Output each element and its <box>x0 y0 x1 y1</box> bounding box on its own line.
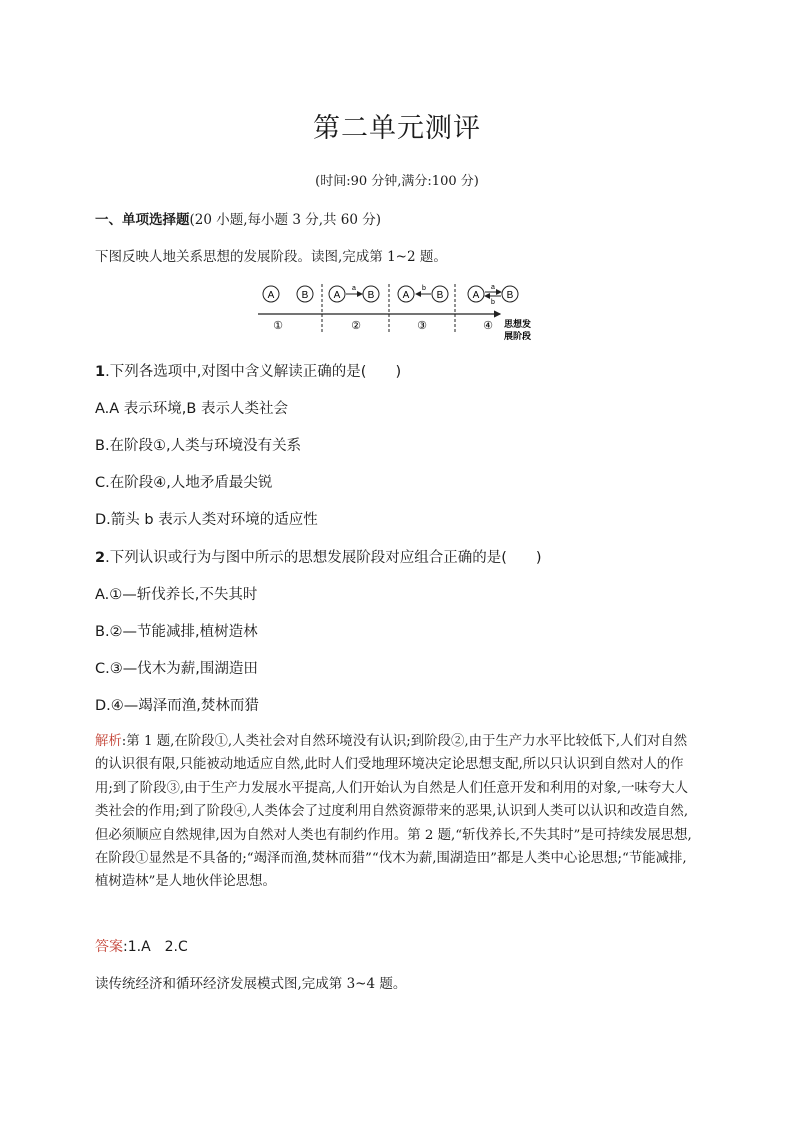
stage-label: ④ <box>483 319 493 332</box>
question-stem: .下列认识或行为与图中所示的思想发展阶段对应组合正确的是( ) <box>105 550 542 566</box>
node-b-label: B <box>436 290 444 301</box>
human-land-diagram <box>256 282 542 344</box>
option-1a: A.A 表示环境,B 表示人类社会 <box>95 401 288 417</box>
option-1d: D.箭头 b 表示人类对环境的适应性 <box>95 512 318 528</box>
section-heading <box>95 208 381 228</box>
option-1b: B.在阶段①,人类与环境没有关系 <box>95 438 302 454</box>
question-intro-next: 读传统经济和循环经济发展模式图,完成第 3~4 题。 <box>95 976 407 992</box>
arrow-b-label: b <box>422 285 426 292</box>
node-a-label: A <box>402 290 410 301</box>
option-1c: C.在阶段④,人地矛盾最尖锐 <box>95 475 273 491</box>
question-number: 2 <box>95 550 106 566</box>
answer-block <box>95 936 188 956</box>
answer-label: 答案 <box>95 939 123 955</box>
analysis-block <box>95 730 699 894</box>
axis-label: 思想发 <box>504 320 532 330</box>
stage-label: ③ <box>417 319 427 332</box>
question-stem: .下列各选项中,对图中含义解读正确的是( ) <box>105 364 402 380</box>
option-2b: B.②—节能减排,植树造林 <box>95 624 258 640</box>
arrow-a-label: a <box>352 285 356 292</box>
node-b-label: B <box>367 290 375 301</box>
node-a-label: A <box>267 290 275 301</box>
question-number: 1 <box>95 364 106 380</box>
arrow-a-label: a <box>491 284 495 291</box>
stage-label: ① <box>273 319 283 332</box>
exam-meta: (时间:90 分钟,满分:100 分) <box>315 174 479 189</box>
arrow-b-label: b <box>491 299 495 306</box>
question-2 <box>95 546 542 567</box>
analysis-label: 解析 <box>95 734 122 749</box>
analysis-text: :第 1 题,在阶段①,人类社会对自然环境没有认识;到阶段②,由于生产力水平比较低下,人们对自然的认识很有限,只能被动地适应自然,此时人们受地理环境决定论思想支配,所以只认识到自然对人的作用;到了阶段③,由于生产力发展水平提高,人们开始认为自然是人们任意开发和利用的对象,一味夸大人类社会的作用;到了阶段④,人类体会了过度利用自然资源带来的恶果,认识到人类可以认识和改造自然,但必须顺应自然规律,因为自然对人类也有制约作用。第 2 题,“斩伐养长,不失其时”是可持续发展思想,在阶段①显然是不具备的;“竭泽而渔,焚林而猎”“伐木为薪,围湖造田”都是人类中心论思想;“节能减排,植树造林”是人地伙伴论思想。 <box>95 734 692 890</box>
question-intro: 下图反映人地关系思想的发展阶段。读图,完成第 1~2 题。 <box>95 249 447 265</box>
node-b-label: B <box>301 290 309 301</box>
answer-text: :1.A 2.C <box>123 939 188 955</box>
stage-label: ② <box>351 319 361 332</box>
option-2d: D.④—竭泽而渔,焚林而猎 <box>95 698 259 714</box>
option-2c: C.③—伐木为薪,围湖造田 <box>95 661 258 677</box>
node-a-label: A <box>333 290 341 301</box>
page-title: 第二单元测评 <box>313 113 481 144</box>
axis-label: 展阶段 <box>504 332 532 342</box>
option-2a: A.①—斩伐养长,不失其时 <box>95 587 258 603</box>
question-1 <box>95 360 401 381</box>
section-note: (20 小题,每小题 3 分,共 60 分) <box>189 212 382 228</box>
node-a-label: A <box>472 290 480 301</box>
section-title: 一、单项选择题 <box>95 212 190 228</box>
node-b-label: B <box>506 290 514 301</box>
